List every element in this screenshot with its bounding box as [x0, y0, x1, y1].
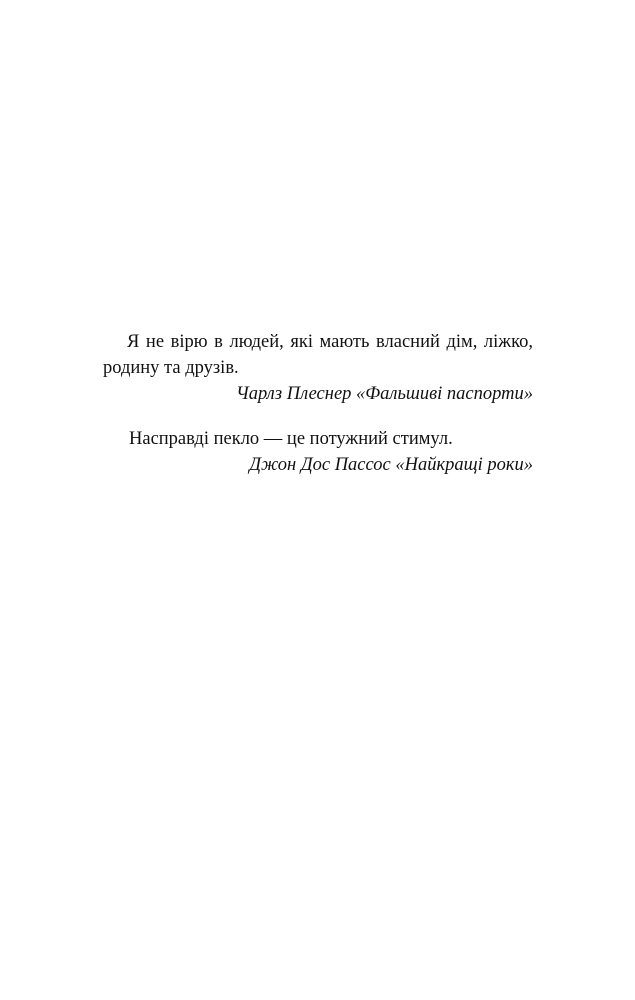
epigraph-second	[0, 426, 635, 478]
epigraph-quote: Я не вірю в людей, які мають власний дім, ліжко, родину та друзів.	[103, 332, 533, 378]
epigraph-attribution: Джон Дос Пассос «Найкращі роки»	[249, 455, 533, 475]
epigraph-first	[0, 329, 635, 407]
epigraph-attribution: Чарлз Плеснер «Фальшиві паспорти»	[236, 384, 533, 404]
epigraph-quote: Насправді пекло — це потужний стимул.	[129, 429, 453, 449]
